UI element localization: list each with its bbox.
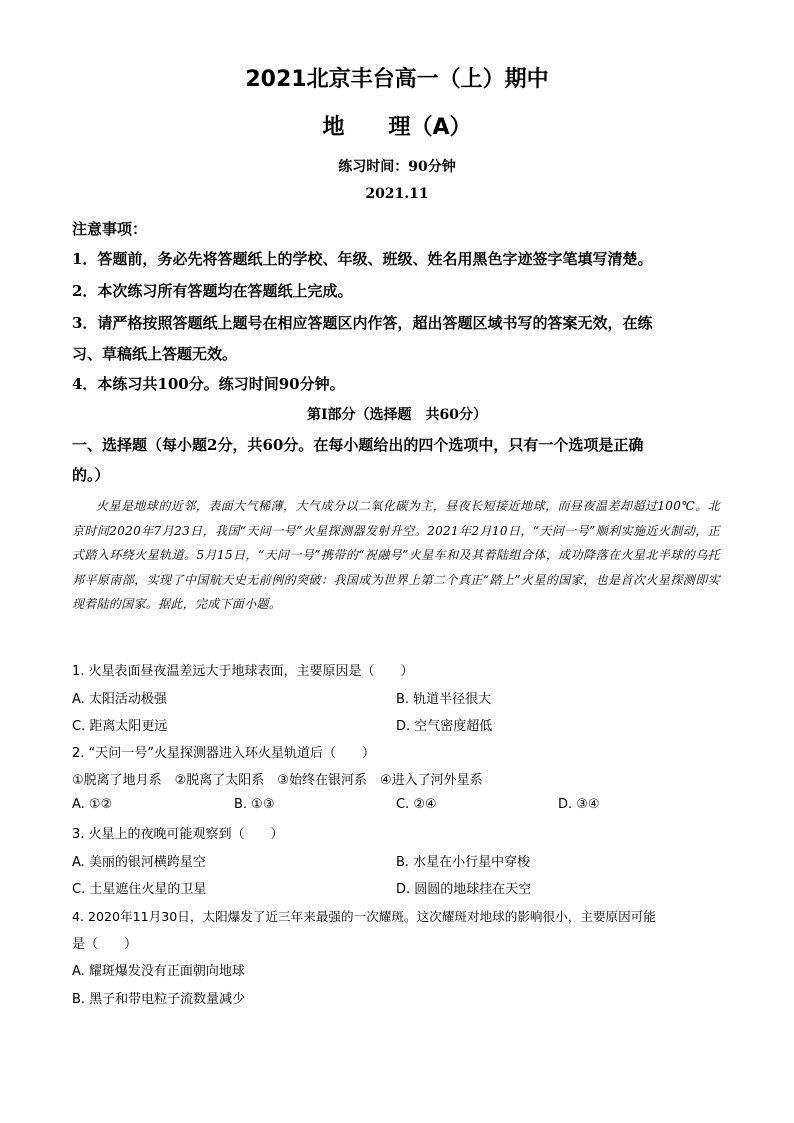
exam-title: 2021北京丰台高一（上）期中 (245, 67, 549, 92)
question-2-stem: 2. “天问一号”火星探测器进入环火星轨道后（ ） (72, 746, 376, 761)
question-2-option-d: D. ③④ (558, 797, 600, 812)
exam-date: 2021.11 (365, 186, 429, 202)
question-4-option-b: B. 黑子和带电粒子流数量减少 (72, 992, 246, 1007)
question-1-option-d: D. 空气密度超低 (396, 719, 493, 734)
notice-item-3-line1: 3．请严格按照答题纸上题号在相应答题区内作答，超出答题区域书写的答案无效，在练 (72, 314, 653, 332)
section-instruction-line2: 的。） (72, 466, 110, 484)
question-2-option-a: A. ①② (72, 797, 113, 812)
question-1-option-b: B. 轨道半径很大 (396, 692, 492, 707)
notice-item-2: 2．本次练习所有答题均在答题纸上完成。 (72, 282, 353, 300)
question-2-option-c: C. ②④ (396, 797, 437, 812)
question-2-items: ①脱离了地月系 ②脱离了太阳系 ③始终在银河系 ④进入了河外星系 (72, 773, 483, 788)
notice-item-3-line2: 习、草稿纸上答题无效。 (72, 345, 238, 363)
question-3-stem: 3. 火星上的夜晚可能观察到（ ） (72, 827, 284, 842)
question-3-option-d: D. 圆圆的地球挂在天空 (396, 882, 532, 897)
question-4-stem-line2: 是（ ） (72, 937, 138, 952)
section-instruction-line1: 一、选择题（每小题2分，共60分。在每小题给出的四个选项中，只有一个选项是正确 (72, 436, 644, 454)
reading-passage: 火星是地球的近邻，表面大气稀薄，大气成分以二氧化碳为主，昼夜长短接近地球，而昼夜温差却超过100℃。北京时间2020年7月23日，我国“天问一号”火星探测器发射升空。2021年2月10日，“天问一号”顺利实施近火制动，正式踏入环绕火星轨道。5月15日，“天问一号”携带的“祝融号”火星车和及其着陆组合体，成功降落在火星北半球的乌托邦平原南部，实现了中国航天史无前例的突破：我国成为世界上第二个真正“踏上”火星的国家，也是首次火星探测即实现着陆的国家。据此，完成下面小题。 (72, 499, 720, 611)
question-1-stem: 1. 火星表面昼夜温差远大于地球表面，主要原因是（ ） (72, 664, 414, 679)
notice-heading: 注意事项： (72, 220, 148, 238)
exam-time: 练习时间：90分钟 (338, 159, 456, 175)
question-4-stem-line1: 4. 2020年11月30日，太阳爆发了近三年来最强的一次耀斑。这次耀斑对地球的影响很小，主要原因可能 (72, 909, 656, 924)
part-heading: 第Ⅰ部分（选择题 共60分） (306, 407, 488, 423)
question-2-option-b: B. ①③ (234, 797, 275, 812)
question-4-option-a: A. 耀斑爆发没有正面朝向地球 (72, 964, 245, 979)
subject-title: 地 理（A） (322, 115, 472, 140)
question-3-option-c: C. 土星遮住火星的卫星 (72, 882, 207, 897)
question-1-option-a: A. 太阳活动极强 (72, 692, 167, 707)
notice-item-1: 1．答题前，务必先将答题纸上的学校、年级、班级、姓名用黑色字迹签字笔填写清楚。 (72, 250, 653, 268)
question-1-option-c: C. 距离太阳更远 (72, 719, 168, 734)
question-3-option-a: A. 美丽的银河横跨星空 (72, 855, 206, 870)
question-3-option-b: B. 水星在小行星中穿梭 (396, 855, 531, 870)
notice-item-4: 4．本练习共100分。练习时间90分钟。 (72, 375, 345, 393)
